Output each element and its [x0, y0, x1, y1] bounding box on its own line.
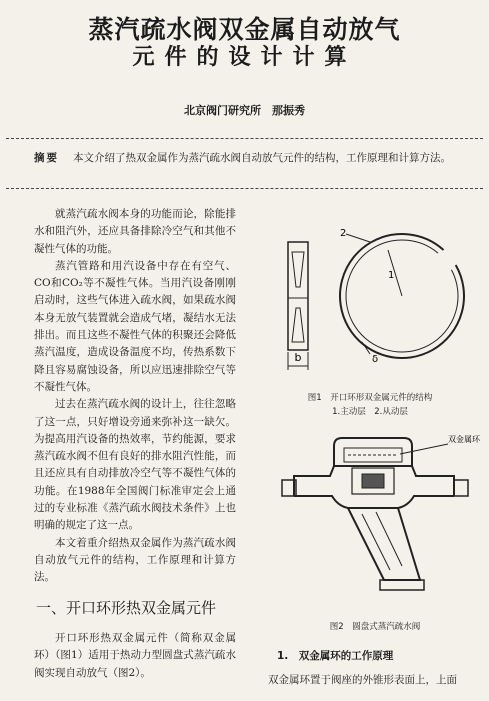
figure1-caption: 图1 开口环形双金属元件的结构: [307, 393, 433, 403]
dim-label-b: b: [294, 351, 302, 364]
strainer-screen: [362, 512, 402, 570]
strainer-plug: [380, 580, 424, 590]
paragraph: 过去在蒸汽疏水阀的设计上，往往忽略了这一点，只好增设旁通来弥补这一缺欠。为提高用汽设备的热效率，节约能源，要求蒸汽疏水阀不但有良好的排水阻汽性能，而且还应具有自动排放冷空气等不凝性气体的功能。在1988年全国阀门标准审定会上通过的专业标准《蒸汽疏水阀技术条件》上也明确的规定了这一点。: [34, 398, 236, 532]
author-affiliation: 北京阀门研究所 那振秀: [184, 104, 305, 117]
figure2-drawing: [272, 432, 482, 610]
rule-top: [6, 138, 483, 139]
section-heading: 一、开口环形热双金属元件: [36, 599, 217, 617]
outlet-flange: [454, 480, 468, 496]
valve-disc: [362, 474, 384, 488]
section-hatch: [292, 308, 304, 342]
body-column-left: [34, 206, 236, 587]
paragraph: 本文着重介绍热双金属作为蒸汽疏水阀自动放气元件的结构，工作原理和计算方法。: [34, 536, 236, 584]
paragraph: 就蒸汽疏水阀本身的功能而论，除能排水和阻汽外，还应具备排除冷空气和其他不凝性气体的功能。: [34, 208, 236, 255]
abstract-label: 摘要: [34, 152, 59, 164]
abstract: [34, 150, 464, 167]
label-delta: δ: [372, 354, 379, 365]
section-text-block: [34, 630, 236, 682]
paper-title-line2: 元件的设计计算: [132, 44, 357, 70]
ring-inner: [326, 220, 475, 371]
figure1-drawing: [270, 212, 475, 387]
label-2: 2: [340, 228, 347, 239]
subsection-text: 双金属环置于阀座的外锥形表面上，上面: [268, 674, 457, 686]
abstract-text: 本文介绍了热双金属作为蒸汽疏水阀自动放气元件的结构，工作原理和计算方法。: [73, 152, 451, 164]
ring-section: [288, 242, 308, 350]
callout-label: 双金属环: [448, 435, 480, 444]
figure2-caption: 图2 圆盘式蒸汽疏水阀: [329, 622, 421, 632]
rule-bottom: [6, 188, 483, 189]
paper-title-line1: 蒸汽疏水阀双金属自动放气: [88, 15, 401, 44]
strainer-leg: [348, 508, 420, 580]
leader-2: [346, 234, 370, 242]
section-hatch: [292, 252, 304, 287]
figure1-subcaption: 1.主动层 2.从动层: [332, 407, 408, 417]
callout-leader: [400, 444, 448, 454]
paragraph: 蒸汽管路和用汽设备中存在有空气、CO和CO₂等不凝性气体。当用汽设备刚刚启动时，这些气体进入疏水阀，如果疏水阀本身无放气装置就会造成气堵，凝结水无法排出。而且这些不凝性气体的积聚还会降低蒸汽温度，造成设备温度不均，传热系数下降且容易腐蚀设备，所以应迅速排除空气等不凝性气体。: [34, 259, 236, 393]
label-1: 1: [388, 270, 395, 281]
section-paragraph: 开口环形热双金属元件（简称双金属环）（图1）适用于热动力型圆盘式蒸汽疏水阀实现自动放气（图2）。: [34, 632, 236, 679]
valve-body-mid: [294, 496, 454, 508]
subsection-heading: 1. 双金属环的工作原理: [277, 650, 394, 662]
